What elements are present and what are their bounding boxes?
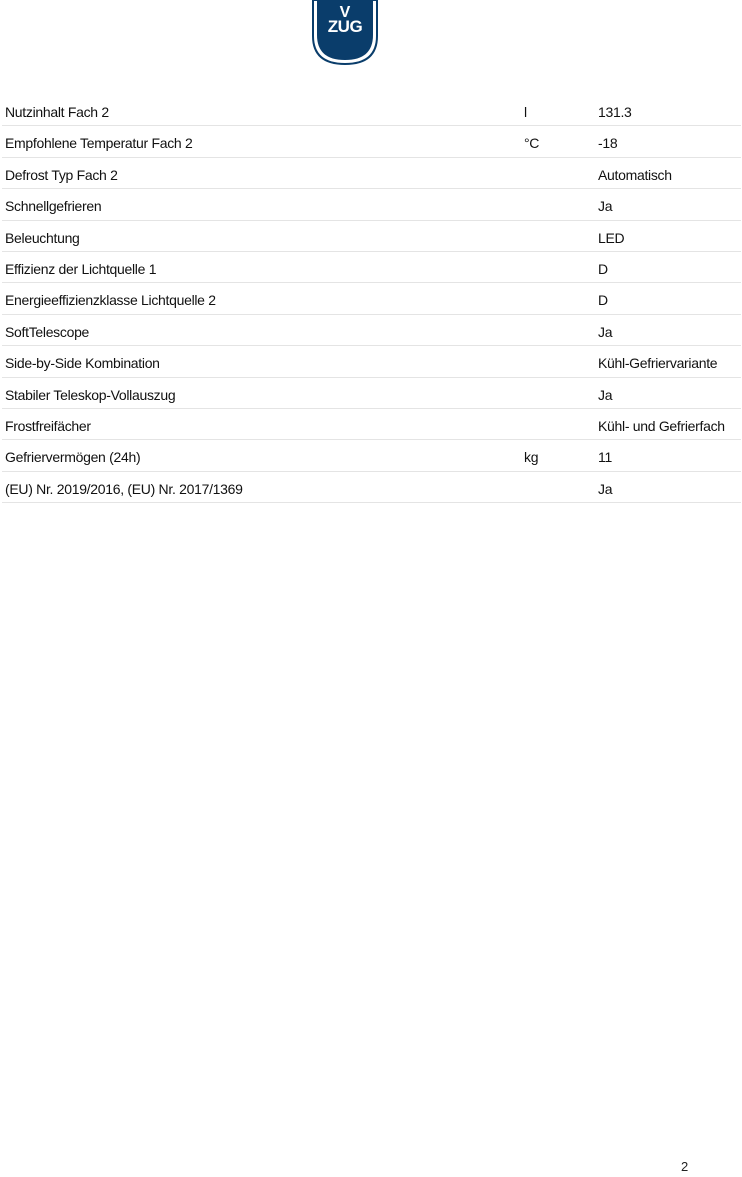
table-row bbox=[2, 346, 741, 377]
spec-value: LED bbox=[598, 229, 625, 246]
spec-table bbox=[2, 95, 741, 503]
vzug-logo bbox=[312, 0, 378, 66]
spec-value: Ja bbox=[598, 386, 613, 403]
spec-value: Kühl- und Gefrierfach bbox=[598, 417, 725, 434]
spec-value: 131.3 bbox=[598, 104, 632, 120]
spec-label: Defrost Typ Fach 2 bbox=[5, 166, 118, 183]
spec-unit: kg bbox=[524, 449, 539, 466]
spec-value: D bbox=[598, 292, 608, 309]
spec-unit: l bbox=[524, 104, 527, 120]
spec-value: Ja bbox=[598, 323, 613, 340]
page-number: 2 bbox=[681, 1159, 689, 1174]
spec-label: Frostfreifächer bbox=[5, 417, 91, 434]
spec-value: -18 bbox=[598, 135, 618, 152]
table-row bbox=[2, 409, 741, 440]
spec-label: Effizienz der Lichtquelle 1 bbox=[5, 260, 157, 277]
spec-value: Ja bbox=[598, 198, 613, 215]
spec-label: Nutzinhalt Fach 2 bbox=[5, 104, 109, 120]
spec-label: Beleuchtung bbox=[5, 229, 80, 246]
spec-label: Empfohlene Temperatur Fach 2 bbox=[5, 135, 193, 152]
table-row bbox=[2, 126, 741, 157]
spec-label: Energieeffizienzklasse Lichtquelle 2 bbox=[5, 292, 216, 309]
spec-label: Stabiler Teleskop-Vollauszug bbox=[5, 386, 176, 403]
table-row bbox=[2, 189, 741, 220]
table-row bbox=[2, 252, 741, 283]
spec-unit: °C bbox=[524, 135, 540, 152]
spec-label: Schnellgefrieren bbox=[5, 198, 102, 215]
table-row bbox=[2, 440, 741, 471]
table-row bbox=[2, 95, 741, 126]
spec-label: SoftTelescope bbox=[5, 323, 90, 340]
table-row bbox=[2, 158, 741, 189]
table-row bbox=[2, 315, 741, 346]
spec-value: 11 bbox=[598, 449, 612, 466]
logo-letter-v: V bbox=[339, 4, 351, 21]
table-row bbox=[2, 221, 741, 252]
table-row bbox=[2, 283, 741, 314]
spec-value: Automatisch bbox=[598, 166, 672, 183]
spec-label: Side-by-Side Kombination bbox=[5, 355, 160, 372]
spec-value: Kühl-Gefriervariante bbox=[598, 355, 718, 372]
table-row bbox=[2, 378, 741, 409]
spec-label: Gefriervermögen (24h) bbox=[5, 449, 141, 466]
spec-value: D bbox=[598, 260, 608, 277]
spec-label: (EU) Nr. 2019/2016, (EU) Nr. 2017/1369 bbox=[5, 480, 243, 497]
logo-letters-zug: ZUG bbox=[327, 17, 363, 36]
table-row bbox=[2, 472, 741, 503]
spec-value: Ja bbox=[598, 480, 613, 497]
